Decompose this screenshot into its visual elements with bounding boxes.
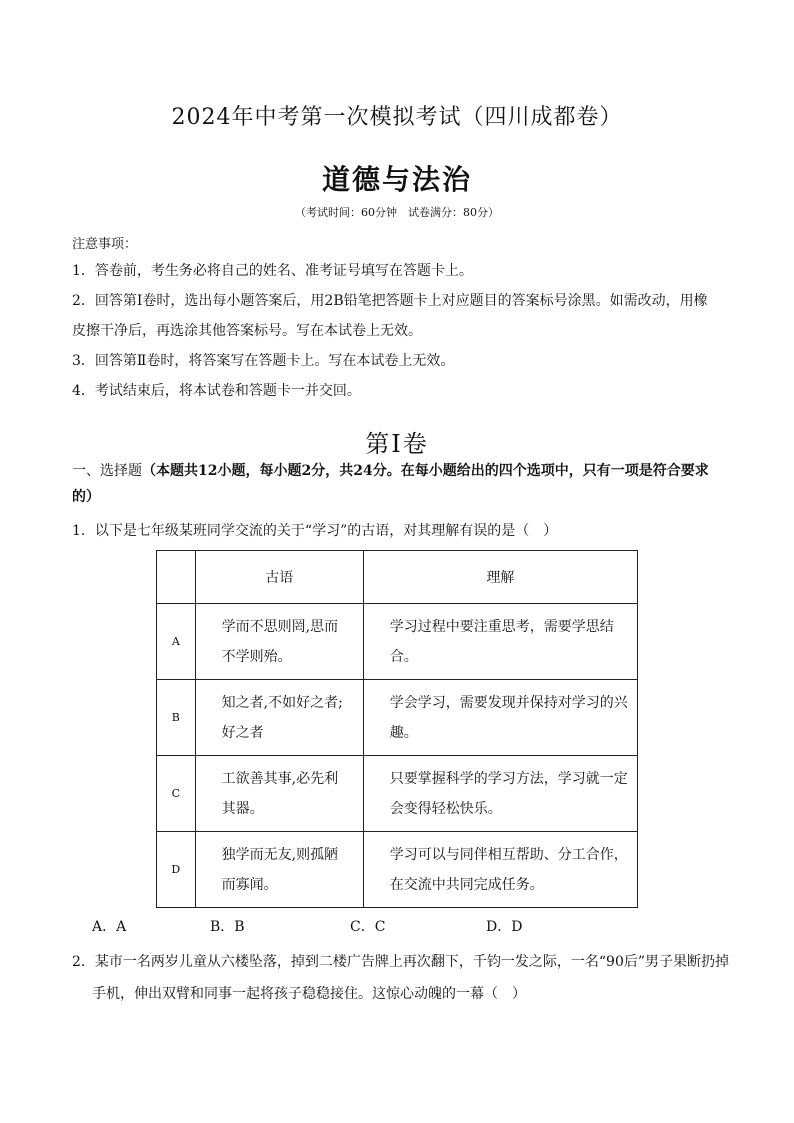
note-item: 3．回答第Ⅱ卷时，将答案写在答题卡上。写在本试卷上无效。	[72, 353, 455, 369]
table-header-cell: 古语	[195, 551, 363, 604]
meaning-line: 学习过程中要注重思考，需要学思结合。	[389, 618, 614, 665]
note-item: 4．考试结束后，将本试卷和答题卡一并交回。	[72, 383, 361, 399]
row-label: A	[157, 604, 196, 680]
section-label: 一、选择题	[72, 463, 142, 479]
option-c: C．C	[350, 919, 386, 935]
meaning-line: 在交流中共同完成任务。	[389, 876, 544, 893]
saying-line: 不学则殆。	[221, 648, 292, 665]
meaning-line: 只要掌握科学的学习方法，学习就一定	[389, 770, 628, 787]
note-item: 2．回答第Ⅰ卷时，选出每小题答案后，用2B铅笔把答题卡上对应题目的答案标号涂黑。如需改动，用橡	[72, 293, 708, 309]
meaning-line: 趣。	[389, 724, 418, 741]
section-header	[72, 458, 727, 510]
question-2-stem	[72, 946, 732, 1010]
exam-title: 2024年中考第一次模拟考试（四川成都卷）	[171, 105, 623, 130]
saying-line: 其器。	[221, 800, 264, 817]
meaning-cell	[363, 832, 637, 908]
note-item: 1．答卷前，考生务必将自己的姓名、准考证号填写在答题卡上。	[72, 263, 473, 279]
table-header-cell	[157, 551, 196, 604]
table-header-cell: 理解	[363, 551, 637, 604]
notes-heading: 注意事项：	[72, 237, 138, 252]
meaning-line: 学习可以与同伴相互帮助、分工合作，	[389, 846, 628, 863]
meaning-cell	[363, 604, 637, 680]
table-row	[157, 604, 638, 680]
row-label: C	[157, 756, 196, 832]
saying-line: 学而不思则罔,思而	[221, 618, 339, 635]
table-row	[157, 680, 638, 756]
option-b: B．B	[210, 919, 245, 935]
table-row	[157, 832, 638, 908]
meaning-line: 会变得轻松快乐。	[389, 800, 502, 817]
question-1-stem: 1．以下是七年级某班同学交流的关于“学习”的古语，对其理解有误的是（ ）	[72, 523, 558, 539]
subject-title: 道德与法治	[321, 163, 472, 196]
saying-cell	[195, 832, 363, 908]
row-label: D	[157, 832, 196, 908]
note-item: 皮擦干净后，再选涂其他答案标号。写在本试卷上无效。	[72, 323, 422, 339]
saying-line: 好之者	[221, 724, 264, 741]
saying-line: 独学而无友,则孤陋	[221, 846, 339, 863]
meaning-cell	[363, 680, 637, 756]
question-1-options	[92, 916, 522, 936]
saying-cell	[195, 756, 363, 832]
meaning-line: 学会学习，需要发现并保持对学习的兴	[389, 694, 628, 711]
part-title: 第Ⅰ卷	[365, 430, 429, 458]
saying-line: 知之者,不如好之者;	[221, 694, 343, 711]
option-a: A．A	[92, 919, 127, 935]
question-2-line: 2．某市一名两岁儿童从六楼坠落，掉到二楼广告牌上再次翻下，千钧一发之际，一名“90后”男子果断扔掉	[72, 954, 730, 970]
saying-line: 而寡闻。	[221, 876, 278, 893]
question-1-table	[156, 550, 638, 908]
saying-cell	[195, 680, 363, 756]
question-2-line: 手机，伸出双臂和同事一起将孩子稳稳接住。这惊心动魄的一幕（ ）	[92, 986, 526, 1002]
meaning-cell	[363, 756, 637, 832]
exam-info: （考试时间：60分钟 试卷满分：80分）	[295, 206, 499, 219]
table-header-row	[157, 551, 638, 604]
section-desc: （本题共12小题，每小题2分，共24分。在每小题给出的四个选项中，只有一项是符合要求的）	[72, 463, 709, 505]
option-d: D．D	[486, 919, 523, 935]
table-row	[157, 756, 638, 832]
saying-line: 工欲善其事,必先利	[221, 770, 339, 787]
row-label: B	[157, 680, 196, 756]
saying-cell	[195, 604, 363, 680]
notes-section	[72, 234, 732, 406]
